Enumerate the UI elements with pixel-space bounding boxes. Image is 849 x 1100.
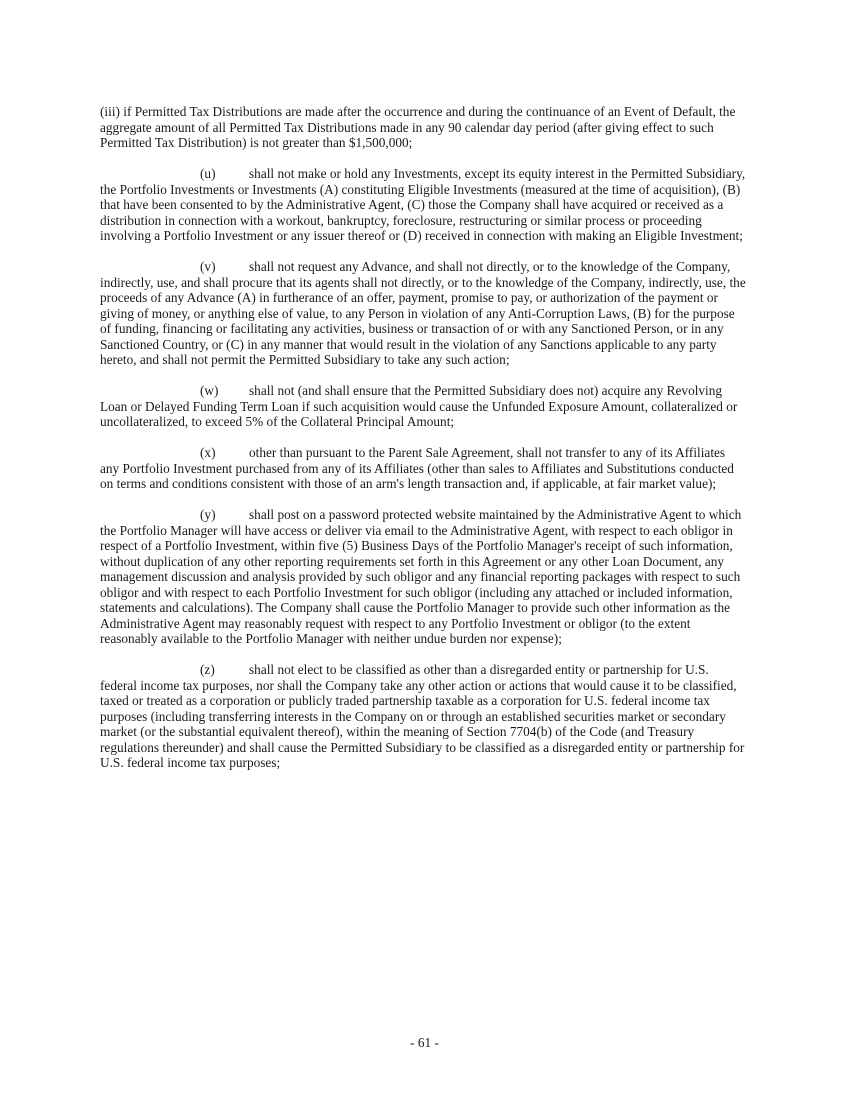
page-number: - 61 - (410, 1035, 439, 1050)
paragraph-iii (100, 104, 746, 151)
paragraph-y (100, 507, 746, 647)
paragraph-text: other than pursuant to the Parent Sale Agreement, shall not transfer to any of its Affiliates any Portfolio Investment purchased from any of its Affiliates (other than sales to Affiliates and Substitutions conducted on terms and conditions consistent with those of an arm's length transaction and, if applicable, at fair market value); (100, 445, 734, 491)
paragraph-text: (iii) if Permitted Tax Distributions are made after the occurrence and during the continuance of an Event of Default, the aggregate amount of all Permitted Tax Distributions made in any 90 calendar day period (after giving effect to such Permitted Tax Distribution) is not greater than $1,500,000; (100, 104, 736, 150)
paragraph-label: (y) (200, 507, 216, 522)
paragraph-text: shall not make or hold any Investments, except its equity interest in the Permitted Subsidiary, the Portfolio Investments or Investments (A) constituting Eligible Investments (measured at the time of acquisition), (B) that have been consented to by the Administrative Agent, (C) those the Company shall have acquired or received as a distribution in connection with a workout, bankruptcy, foreclosure, restructuring or similar process or proceeding involving a Portfolio Investment or any issuer thereof or (D) received in connection with making an Eligible Investment; (100, 166, 746, 243)
paragraph-u (100, 166, 746, 244)
paragraph-z (100, 662, 746, 771)
paragraph-v (100, 259, 746, 368)
paragraph-label: (v) (200, 259, 216, 274)
paragraph-x (100, 445, 746, 492)
paragraph-text: shall not (and shall ensure that the Permitted Subsidiary does not) acquire any Revolving Loan or Delayed Funding Term Loan if such acquisition would cause the Unfunded Exposure Amount, collateralized or uncollateralized, to exceed 5% of the Collateral Principal Amount; (100, 383, 738, 429)
paragraph-w (100, 383, 746, 430)
paragraph-label: (x) (200, 445, 216, 460)
paragraph-label: (w) (200, 383, 219, 398)
paragraph-text: shall post on a password protected website maintained by the Administrative Agent to which the Portfolio Manager will have access or deliver via email to the Administrative Agent, with respect to each obligor in respect of a Portfolio Investment, within five (5) Business Days of the Portfolio Manager's receipt of such information, without duplication of any other reporting requirements set forth in this Agreement or any other Loan Document, any management discussion and analysis provided by such obligor and any financial reporting packages with respect to such obligor and with respect to each Portfolio Investment for such obligor (including any attached or included information, statements and calculations). The Company shall cause the Portfolio Manager to provide such other information as the Administrative Agent may reasonably request with respect to any Portfolio Investment or obligor (to the extent reasonably available to the Portfolio Manager with neither undue burden nor expense); (100, 507, 742, 646)
paragraph-label: (u) (200, 166, 216, 181)
paragraph-text: shall not elect to be classified as other than a disregarded entity or partnership for U.S. federal income tax purposes, nor shall the Company take any other action or actions that would cause it to be classified, taxed or treated as a corporation or publicly traded partnership taxable as a corporation for U.S. federal income tax purposes (including transferring interests in the Company on or through an established securities market or secondary market (or the substantial equivalent thereof), within the meaning of Section 7704(b) of the Code (and Treasury regulations thereunder) and shall cause the Permitted Subsidiary to be classified as a disregarded entity or partnership for U.S. federal income tax purposes; (100, 662, 745, 770)
document-body (100, 104, 746, 786)
paragraph-text: shall not request any Advance, and shall not directly, or to the knowledge of the Company, indirectly, use, and shall procure that its agents shall not directly, or to the knowledge of the Company, indirectly, use, the proceeds of any Advance (A) in furtherance of an offer, payment, promise to pay, or authorization of the payment or giving of money, or anything else of value, to any Person in violation of any Anti-Corruption Laws, (B) for the purpose of funding, financing or facilitating any activities, business or transaction of or with any Sanctioned Person, or in any Sanctioned Country, or (C) in any manner that would result in the violation of any Sanctions applicable to any party hereto, and shall not permit the Permitted Subsidiary to take any such action; (100, 259, 746, 367)
paragraph-label: (z) (200, 662, 215, 677)
